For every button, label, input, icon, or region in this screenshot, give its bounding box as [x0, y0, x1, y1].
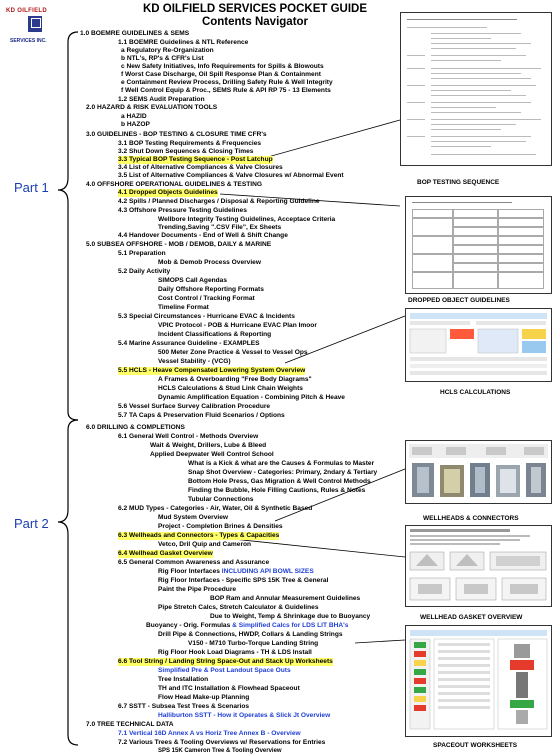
- toc-subitem[interactable]: Trending,Saving ".CSV File", Ex Sheets: [158, 224, 282, 231]
- toc-item-6-1[interactable]: 6.1 General Well Control - Methods Overview: [118, 433, 259, 440]
- toc-subitem[interactable]: BOP Ram and Annular Measurement Guidelines: [210, 595, 361, 602]
- toc-subitem-buoyancy[interactable]: [146, 622, 348, 630]
- toc-subitem[interactable]: Rig Floor Interfaces - Specific SPS 15K Tree & General: [158, 577, 329, 584]
- toc-item-5-6[interactable]: 5.6 Vessel Surface Survey Calibration Procedure: [118, 403, 271, 410]
- toc-item-5-5-highlighted[interactable]: [118, 367, 305, 375]
- toc-item-5-3[interactable]: 5.3 Special Circumstances - Hurricane EVAC & Incidents: [118, 313, 295, 320]
- toc-subitem-link[interactable]: Simplified Pre & Post Landout Space Outs: [158, 667, 291, 674]
- wellhead-photos-graphic: [406, 441, 551, 503]
- toc-section-3-0[interactable]: 3.0 GUIDELINES - BOP TESTING & CLOSURE TIME CFR's: [86, 131, 267, 138]
- gasket-diagram-graphic: [406, 526, 551, 606]
- toc-item-6-4-highlighted[interactable]: 6.4 Wellhead Gasket Overview: [118, 550, 213, 557]
- bop-testing-thumbnail[interactable]: [400, 12, 552, 166]
- toc-subitem-link[interactable]: Halliburton SSTT - How it Operates & Slick Jt Overview: [158, 712, 331, 719]
- toc-subitem[interactable]: SIMOPS Call Agendas: [158, 277, 228, 284]
- toc-item-6-3-highlighted[interactable]: 6.3 Wellheads and Connectors - Types & Capacities: [118, 532, 280, 539]
- toc-subitem[interactable]: b HAZOP: [121, 121, 150, 128]
- toc-item-6-7[interactable]: 6.7 SSTT - Subsea Test Trees & Scenarios: [118, 703, 250, 710]
- toc-item-7-2[interactable]: 7.2 Various Trees & Tooling Overviews w/ Reservations for Entries: [118, 739, 326, 746]
- toc-item-4-2[interactable]: 4.2 Spills / Planned Discharges / Disposal & Reporting Guideline: [118, 198, 320, 205]
- toc-subitem[interactable]: a HAZID: [121, 113, 147, 120]
- toc-item-4-4[interactable]: 4.4 Handover Documents - End of Well & Shift Change: [118, 232, 288, 239]
- guide-subtitle: Contents Navigator: [201, 16, 309, 28]
- toc-subitem[interactable]: Timeline Format: [158, 304, 209, 311]
- toc-subitem[interactable]: V150 - M710 Turbo-Torque Landing String: [188, 640, 319, 647]
- toc-item-5-2[interactable]: 5.2 Daily Activity: [118, 268, 171, 275]
- toc-item-6-6-highlighted[interactable]: 6.6 Tool String / Landing String Space-Out and Stack Up Worksheets: [118, 658, 333, 665]
- toc-subitem[interactable]: VPIC Protocol - POB & Hurricane EVAC Plan Imoor: [158, 322, 317, 329]
- toc-item-3-3-highlighted[interactable]: 3.3 Typical BOP Testing Sequence - Post Latchup: [118, 156, 273, 163]
- hcls-sheet-graphic: [406, 309, 551, 381]
- dropped-caption: DROPPED OBJECT GUIDELINES: [408, 297, 510, 304]
- logo-text: KD OILFIELD: [6, 8, 47, 14]
- toc-subitem[interactable]: Applied Deepwater Well Control School: [150, 451, 274, 458]
- spaceout-sheet-graphic: [406, 626, 551, 736]
- toc-section-1-0[interactable]: 1.0 BOEMRE GUIDELINES & SEMS: [80, 30, 190, 37]
- toc-subitem[interactable]: Due to Weight, Temp & Shrinkage due to Buoyancy: [210, 613, 371, 620]
- toc-subitem[interactable]: Incident Classifications & Reporting: [158, 331, 272, 338]
- hcls-caption: HCLS CALCULATIONS: [440, 389, 511, 396]
- toc-subitem[interactable]: f Worst Case Discharge, Oil Spill Response Plan & Containment: [121, 71, 321, 78]
- toc-item-3-4[interactable]: 3.4 List of Alternative Compliances & Valve Closures: [118, 164, 283, 171]
- toc-subitem[interactable]: Mob & Demob Process Overview: [158, 259, 261, 266]
- buoyancy-label: Buoyancy - Orig. Formulas: [146, 622, 231, 629]
- toc-subitem[interactable]: Finding the Bubble, Hole Filling Cautions, Rules & Notes: [188, 487, 366, 494]
- toc-subitem[interactable]: HCLS Calculations & Stud Link Chain Weights: [158, 385, 303, 392]
- wellheads-thumbnail[interactable]: [405, 440, 552, 504]
- toc-subitem-rig-floor[interactable]: [158, 568, 314, 576]
- toc-item-4-1-highlighted[interactable]: 4.1 Dropped Objects Guidelines: [118, 189, 218, 196]
- toc-subitem[interactable]: Mud System Overview: [158, 514, 228, 521]
- toc-item-4-3[interactable]: 4.3 Offshore Pressure Testing Guidelines: [118, 207, 247, 214]
- toc-section-2-0[interactable]: 2.0 HAZARD & RISK EVALUATION TOOLS: [86, 104, 218, 111]
- toc-subitem[interactable]: Cost Control / Tracking Format: [158, 295, 255, 302]
- logo-subtext: SERVICES INC.: [10, 38, 47, 44]
- dropped-object-thumbnail[interactable]: [405, 196, 552, 294]
- gasket-caption: WELLHEAD GASKET OVERVIEW: [420, 614, 523, 621]
- toc-subitem[interactable]: a Regulatory Re-Organization: [121, 47, 214, 54]
- toc-subitem[interactable]: Wellbore Integrity Testing Guidelines, Acceptace Criteria: [158, 216, 336, 223]
- wellheads-caption: WELLHEADS & CONNECTORS: [423, 515, 519, 522]
- api-bowl-link[interactable]: INCLUDING API BOWL SIZES: [221, 568, 314, 575]
- toc-subitem[interactable]: SPS 15K Cameron Tree & Tooling Overview: [158, 748, 282, 754]
- toc-item-3-5[interactable]: 3.5 List of Alternative Compliances & Valve Closures w/ Abnormal Event: [118, 172, 344, 179]
- toc-subitem[interactable]: Flow Head Make-up Planning: [158, 694, 250, 701]
- hcls-label: 5.5 HCLS - Heave Compensated Lowering System Overview: [118, 367, 306, 374]
- toc-subitem[interactable]: Daily Offshore Reporting Formats: [158, 286, 264, 293]
- toc-item-5-1[interactable]: 5.1 Preparation: [118, 250, 166, 257]
- part-2-label: Part 2: [14, 516, 49, 531]
- gasket-thumbnail[interactable]: [405, 525, 552, 607]
- toc-item-6-5[interactable]: 6.5 General Common Awareness and Assurance: [118, 559, 270, 566]
- toc-item-3-1[interactable]: 3.1 BOP Testing Requirements & Frequencies: [118, 140, 262, 147]
- rig-floor-label: Rig Floor Interfaces: [158, 568, 220, 575]
- toc-subitem[interactable]: e Containment Review Process, Drilling Safety Rule & Well Integrity: [121, 79, 333, 86]
- toc-subitem[interactable]: TH and ITC Installation & Flowhead Spaceout: [158, 685, 300, 692]
- toc-subitem[interactable]: Rig Floor Hook Load Diagrams - TH & LDS Install: [158, 649, 312, 656]
- toc-item-5-7[interactable]: 5.7 TA Caps & Preservation Fluid Scenarios / Options: [118, 412, 285, 419]
- toc-subitem[interactable]: f Well Control Equip & Proc., SEMS Rule & API RP 75 - 13 Elements: [121, 87, 331, 94]
- toc-subitem[interactable]: What is a Kick & what are the Causes & Formulas to Master: [188, 460, 375, 467]
- toc-subitem[interactable]: Bottom Hole Press, Gas Migration & Well Control Methods: [188, 478, 371, 485]
- toc-subitem[interactable]: Pipe Stretch Calcs, Stretch Calculator & Guidelines: [158, 604, 319, 611]
- bop-caption: BOP TESTING SEQUENCE: [417, 179, 500, 186]
- toc-subitem[interactable]: Snap Shot Overview - Categories: Primary, 2ndary & Tertiary: [188, 469, 378, 476]
- toc-subitem[interactable]: 500 Meter Zone Practice & Vessel to Vessel Ops: [158, 349, 308, 356]
- toc-item-1-2[interactable]: 1.2 SEMS Audit Preparation: [118, 96, 205, 103]
- guide-title: KD OILFIELD SERVICES POCKET GUIDE: [142, 3, 368, 15]
- spaceout-thumbnail[interactable]: [405, 625, 552, 737]
- toc-subitem[interactable]: Tree Installation: [158, 676, 209, 683]
- toc-subitem[interactable]: Vessel Stability - (VCG): [158, 358, 231, 365]
- toc-subitem[interactable]: Tubular Connections: [188, 496, 254, 503]
- toc-subitem[interactable]: A Frames & Overboarding "Free Body Diagrams": [158, 376, 312, 383]
- toc-section-6-0[interactable]: 6.0 DRILLING & COMPLETIONS: [86, 424, 185, 431]
- toc-subitem[interactable]: c New Safety Initiatives, Info Requirements for Spills & Blowouts: [121, 63, 324, 70]
- hcls-thumbnail[interactable]: [405, 308, 552, 382]
- spaceout-caption: SPACEOUT WORKSHEETS: [433, 742, 518, 749]
- simplified-calcs-link[interactable]: & Simplified Calcs for LDS LIT BHA's: [232, 622, 349, 629]
- part-1-label: Part 1: [14, 180, 49, 195]
- toc-item-6-2[interactable]: 6.2 MUD Types - Categories - Air, Water, Oil & Synthetic Based: [118, 505, 313, 512]
- toc-item-7-1-link[interactable]: 7.1 Vertical 16D Annex A vs Horiz Tree Annex B - Overview: [118, 730, 301, 737]
- toc-section-5-0[interactable]: 5.0 SUBSEA OFFSHORE - MOB / DEMOB, DAILY & MARINE: [86, 241, 272, 248]
- toc-subitem[interactable]: b NTL's, RP's & CFR's List: [121, 55, 204, 62]
- toc-subitem[interactable]: Paint the Pipe Procedure: [158, 586, 237, 593]
- toc-item-3-2[interactable]: 3.2 Shut Down Sequences & Closing Times: [118, 148, 254, 155]
- toc-section-4-0[interactable]: 4.0 OFFSHORE OPERATIONAL GUIDELINES & TESTING: [86, 181, 262, 188]
- toc-subitem[interactable]: Drill Pipe & Connections, HWDP, Collars & Landing Strings: [158, 631, 343, 638]
- toc-subitem[interactable]: Vetco, Dril Quip and Cameron: [158, 541, 252, 548]
- toc-item-5-4[interactable]: 5.4 Marine Assurance Guideline - EXAMPLES: [118, 340, 260, 347]
- toc-subitem[interactable]: Wait & Weight, Drillers, Lube & Bleed: [150, 442, 267, 449]
- toc-section-7-0[interactable]: 7.0 TREE TECHNICAL DATA: [86, 721, 174, 728]
- toc-subitem[interactable]: Project - Completion Brines & Densities: [158, 523, 283, 530]
- toc-subitem[interactable]: Dynamic Amplification Equation - Combining Pitch & Heave: [158, 394, 345, 401]
- toc-item-1-1[interactable]: 1.1 BOEMRE Guidelines & NTL Reference: [118, 39, 249, 46]
